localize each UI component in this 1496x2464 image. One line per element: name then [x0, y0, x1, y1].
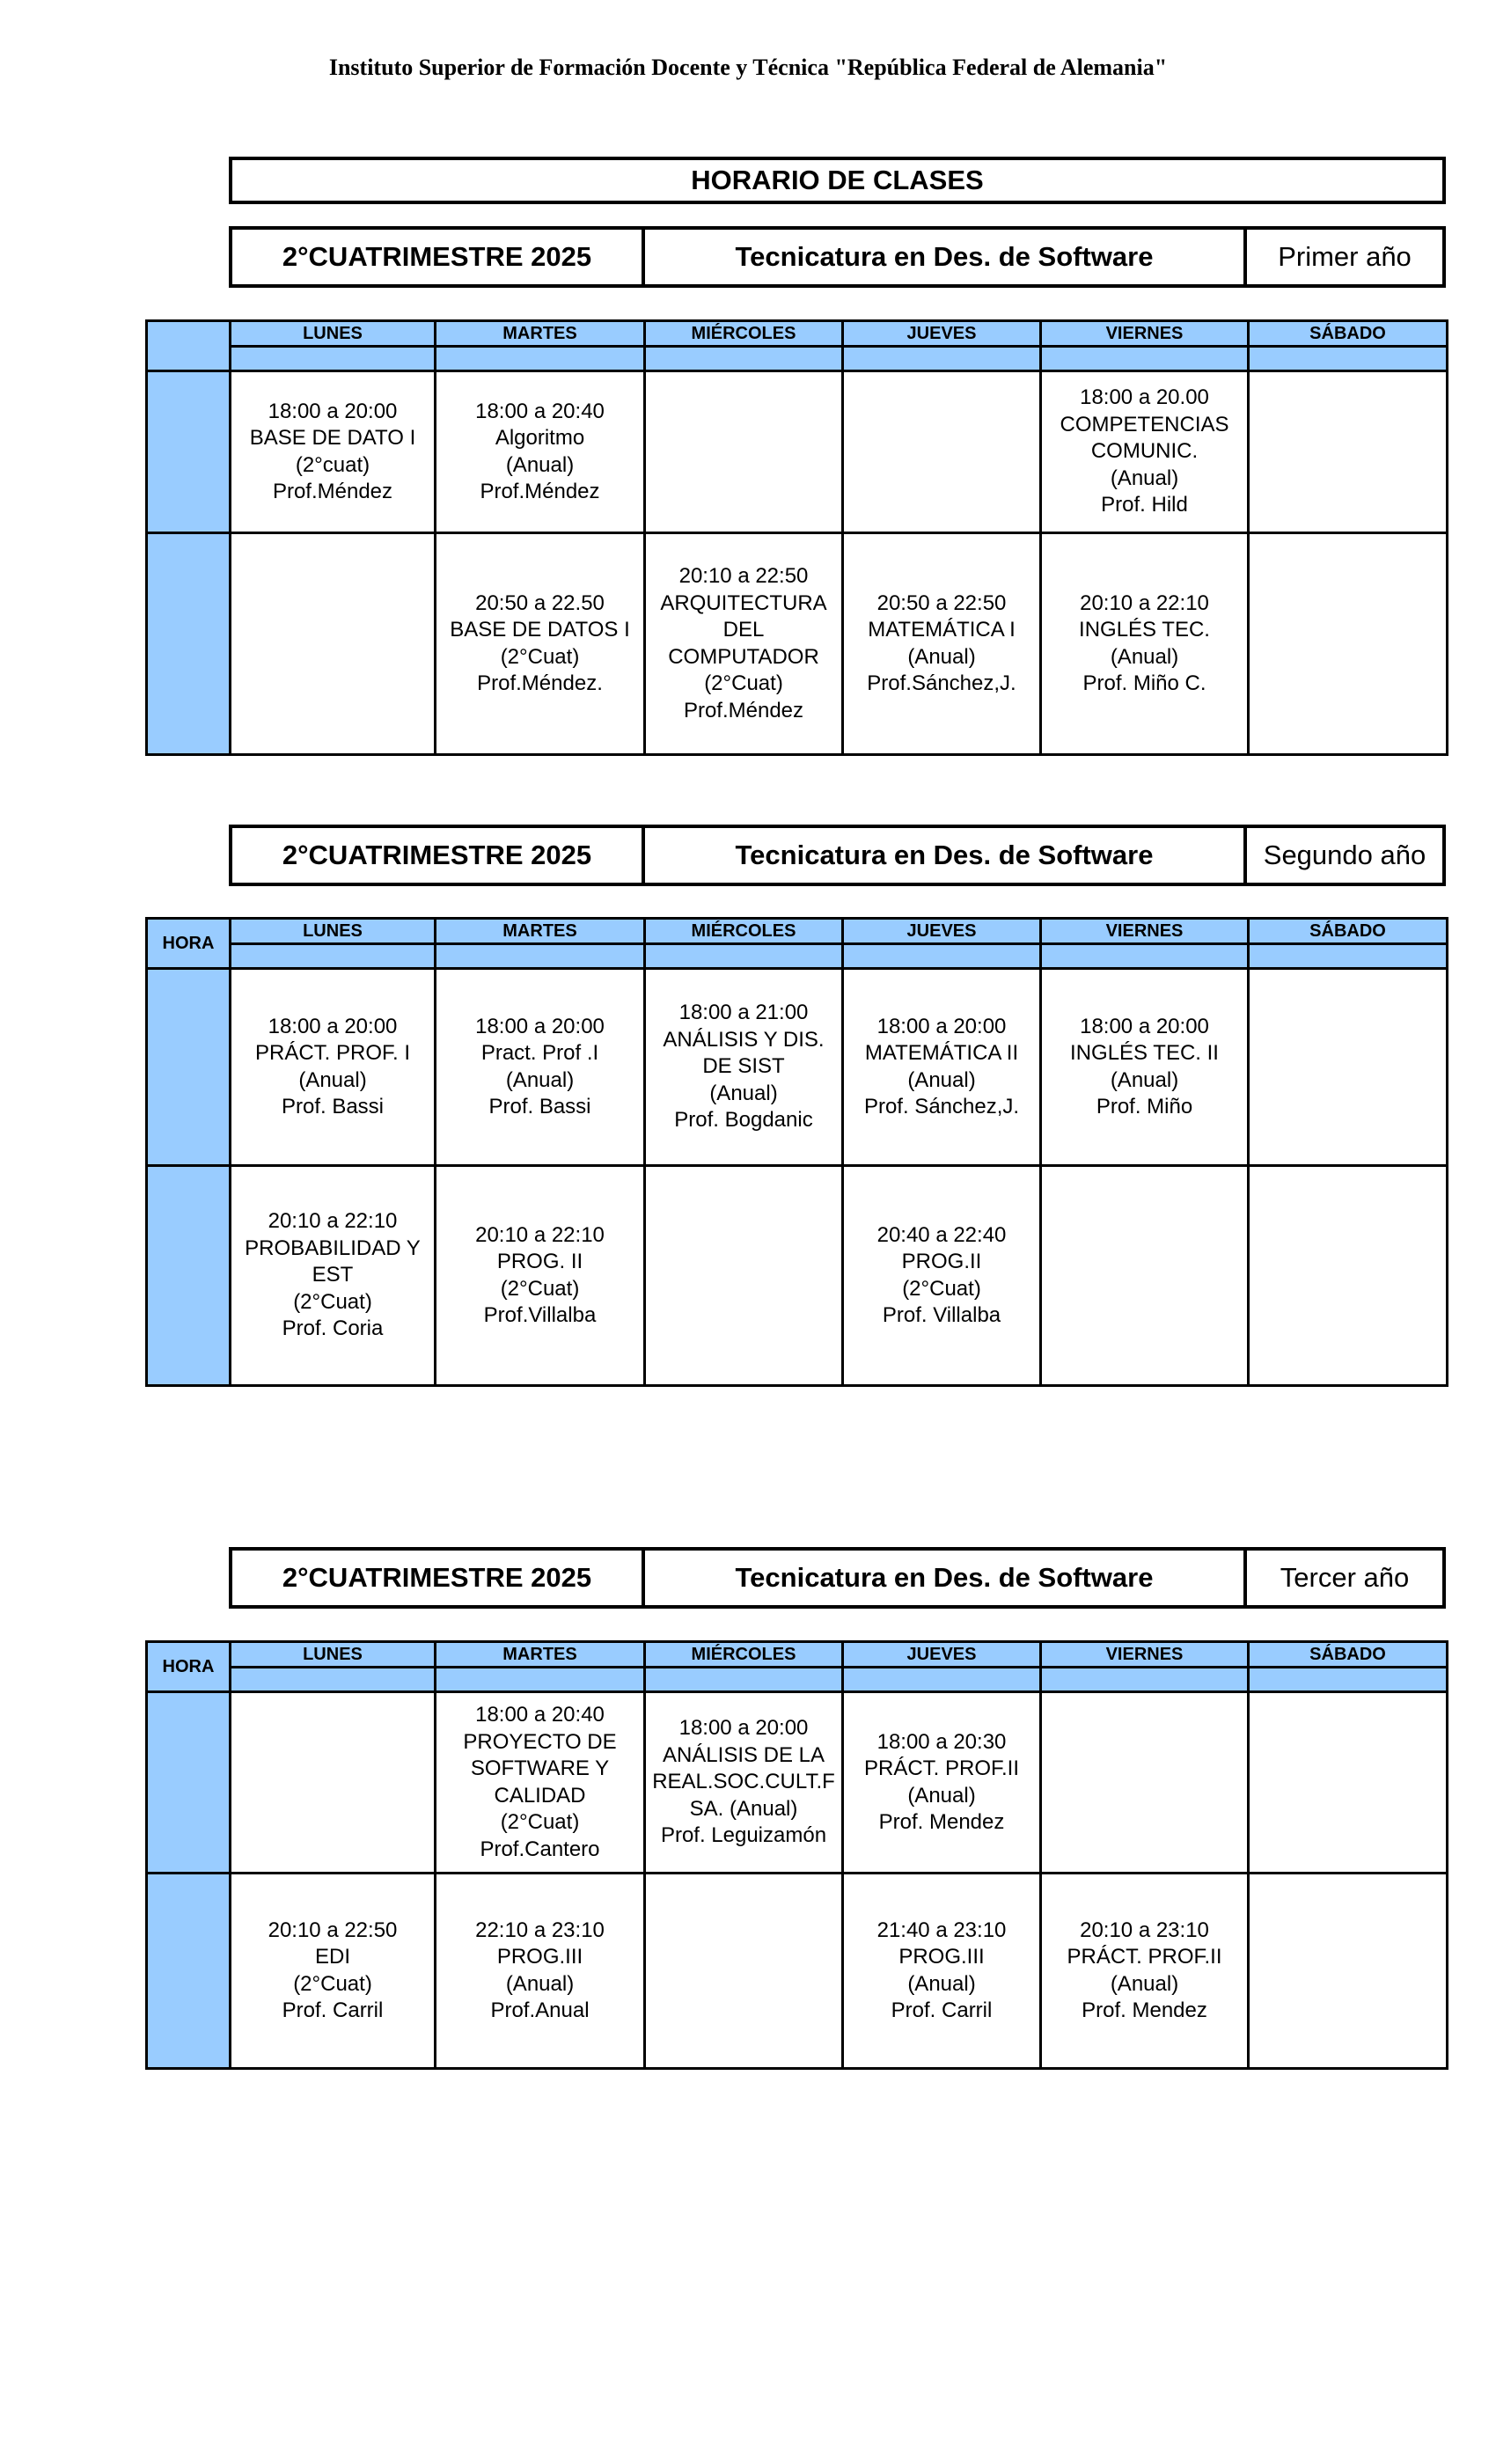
year-label: Tercer año [1280, 1562, 1410, 1593]
class-cell: 18:00 a 20:00 BASE DE DATO I (2°cuat) Prof.Méndez [231, 371, 436, 533]
class-cell [645, 371, 843, 533]
class-cell: 18:00 a 20:00 Pract. Prof .I (Anual) Prof. Bassi [436, 969, 645, 1166]
class-cell [231, 533, 436, 755]
schedule-table-2 [145, 917, 1448, 1387]
section-header-1 [229, 226, 1446, 288]
header-spacer-row [147, 944, 1448, 969]
hora-cell [147, 533, 231, 755]
hora-cell [147, 969, 231, 1166]
table-row [147, 533, 1448, 755]
day-header: MIÉRCOLES [645, 919, 843, 944]
day-header: VIERNES [1041, 919, 1249, 944]
class-cell [645, 1874, 843, 2069]
page-title: HORARIO DE CLASES [229, 157, 1446, 204]
year-label: Primer año [1278, 241, 1412, 272]
class-cell: 18:00 a 20:00 ANÁLISIS DE LA REAL.SOC.CULT.F SA. (Anual) Prof. Leguizamón [645, 1692, 843, 1874]
class-cell: 20:10 a 23:10 PRÁCT. PROF.II (Anual) Prof. Mendez [1041, 1874, 1249, 2069]
hora-cell [147, 1166, 231, 1386]
class-cell [1249, 533, 1448, 755]
class-cell [1249, 1166, 1448, 1386]
day-header: VIERNES [1041, 1642, 1249, 1668]
days-header-row [147, 1642, 1448, 1668]
table-row [147, 969, 1448, 1166]
day-header: JUEVES [843, 1642, 1041, 1668]
class-cell: 18:00 a 20:40 PROYECTO DE SOFTWARE Y CALIDAD (2°Cuat) Prof.Cantero [436, 1692, 645, 1874]
table-row [147, 1692, 1448, 1874]
class-cell: 20:50 a 22:50 MATEMÁTICA I (Anual) Prof.Sánchez,J. [843, 533, 1041, 755]
section-header-2 [229, 825, 1446, 886]
days-header-row [147, 919, 1448, 944]
cuatrimestre-label: 2°CUATRIMESTRE 2025 [232, 1551, 645, 1605]
class-cell: 20:10 a 22:50 ARQUITECTURA DEL COMPUTADOR (2°Cuat) Prof.Méndez [645, 533, 843, 755]
class-cell: 20:10 a 22:10 INGLÉS TEC. (Anual) Prof. Miño C. [1041, 533, 1249, 755]
days-header-row [147, 321, 1448, 347]
cuatrimestre-label: 2°CUATRIMESTRE 2025 [232, 230, 645, 284]
day-header: VIERNES [1041, 321, 1249, 347]
day-header: MARTES [436, 321, 645, 347]
class-cell: 20:10 a 22:10 PROBABILIDAD Y EST (2°Cuat) Prof. Coria [231, 1166, 436, 1386]
class-cell [645, 1166, 843, 1386]
day-header: LUNES [231, 1642, 436, 1668]
hora-cell [147, 371, 231, 533]
class-cell: 22:10 a 23:10 PROG.III (Anual) Prof.Anual [436, 1874, 645, 2069]
hora-header: HORA [147, 1642, 231, 1692]
schedule-table-3 [145, 1640, 1448, 2070]
hora-header [147, 321, 231, 371]
class-cell [1249, 1874, 1448, 2069]
day-header: MARTES [436, 1642, 645, 1668]
program-label: Tecnicatura en Des. de Software [645, 1551, 1247, 1605]
class-cell: 20:50 a 22.50 BASE DE DATOS I (2°Cuat) Prof.Méndez. [436, 533, 645, 755]
class-cell [231, 1692, 436, 1874]
day-header: MIÉRCOLES [645, 1642, 843, 1668]
class-cell: 18:00 a 20:00 INGLÉS TEC. II (Anual) Prof. Miño [1041, 969, 1249, 1166]
day-header: LUNES [231, 321, 436, 347]
class-cell: 20:40 a 22:40 PROG.II (2°Cuat) Prof. Villalba [843, 1166, 1041, 1386]
class-cell [1249, 371, 1448, 533]
institute-name: Instituto Superior de Formación Docente y Técnica "República Federal de Alemania" [328, 55, 1168, 80]
class-cell: 21:40 a 23:10 PROG.III (Anual) Prof. Carril [843, 1874, 1041, 2069]
class-cell [1249, 1692, 1448, 1874]
day-header: JUEVES [843, 919, 1041, 944]
program-label: Tecnicatura en Des. de Software [645, 828, 1247, 883]
hora-cell [147, 1692, 231, 1874]
program-label: Tecnicatura en Des. de Software [645, 230, 1247, 284]
class-cell: 18:00 a 20:40 Algoritmo (Anual) Prof.Méndez [436, 371, 645, 533]
section-header-3 [229, 1547, 1446, 1609]
class-cell: 20:10 a 22:50 EDI (2°Cuat) Prof. Carril [231, 1874, 436, 2069]
day-header: SÁBADO [1249, 321, 1448, 347]
class-cell: 18:00 a 20:00 PRÁCT. PROF. I (Anual) Prof. Bassi [231, 969, 436, 1166]
header-spacer-row [147, 347, 1448, 371]
schedule-table-1 [145, 319, 1448, 756]
class-cell [1041, 1166, 1249, 1386]
cuatrimestre-label: 2°CUATRIMESTRE 2025 [232, 828, 645, 883]
class-cell [1249, 969, 1448, 1166]
class-cell: 18:00 a 21:00 ANÁLISIS Y DIS. DE SIST (Anual) Prof. Bogdanic [645, 969, 843, 1166]
header-spacer-row [147, 1668, 1448, 1692]
hora-header: HORA [147, 919, 231, 969]
hora-cell [147, 1874, 231, 2069]
day-header: JUEVES [843, 321, 1041, 347]
class-cell [1041, 1692, 1249, 1874]
day-header: SÁBADO [1249, 1642, 1448, 1668]
class-cell [843, 371, 1041, 533]
day-header: MARTES [436, 919, 645, 944]
day-header: SÁBADO [1249, 919, 1448, 944]
class-cell: 18:00 a 20:30 PRÁCT. PROF.II (Anual) Prof. Mendez [843, 1692, 1041, 1874]
table-row [147, 371, 1448, 533]
day-header: MIÉRCOLES [645, 321, 843, 347]
class-cell: 20:10 a 22:10 PROG. II (2°Cuat) Prof.Villalba [436, 1166, 645, 1386]
table-row [147, 1166, 1448, 1386]
class-cell: 18:00 a 20.00 COMPETENCIAS COMUNIC. (Anual) Prof. Hild [1041, 371, 1249, 533]
class-cell: 18:00 a 20:00 MATEMÁTICA II (Anual) Prof. Sánchez,J. [843, 969, 1041, 1166]
year-label: Segundo año [1263, 840, 1426, 870]
table-row [147, 1874, 1448, 2069]
day-header: LUNES [231, 919, 436, 944]
